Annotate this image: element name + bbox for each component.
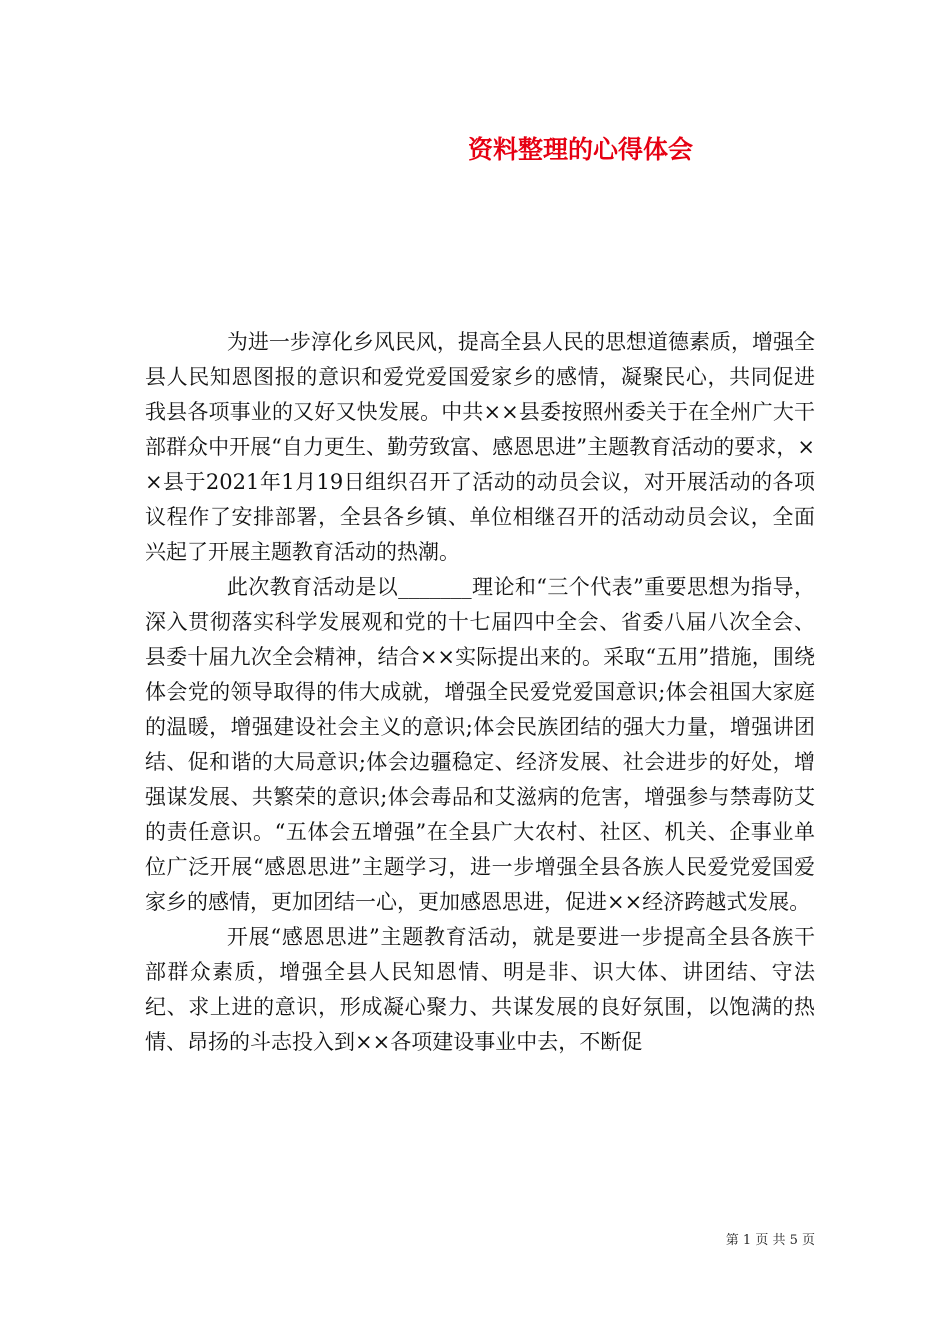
page-number-footer: 第 1 页 共 5 页: [725, 1233, 815, 1248]
paragraph-2: 此次教育活动是以_______理论和“三个代表”重要思想为指导，深入贯彻落实科学发展观和党的十七届四中全会、省委八届八次全会、县委十届九次全会精神，结合××实际提出来的。采取“五用”措施，围绕体会党的领导取得的伟大成就，增强全民爱党爱国意识;体会祖国大家庭的温暖，增强建设社会主义的意识;体会民族团结的强大力量，增强讲团结、促和谐的大局意识;体会边疆稳定、经济发展、社会进步的好处，增强谋发展、共繁荣的意识;体会毒品和艾滋病的危害，增强参与禁毒防艾的责任意识。“五体会五增强”在全县广大农村、社区、机关、企事业单位广泛开展“感恩思进”主题学习，进一步增强全县各族人民爱党爱国爱家乡的感情，更加团结一心，更加感恩思进，促进××经济跨越式发展。: [145, 575, 815, 914]
paragraph-1: 为进一步淳化乡风民风，提高全县人民的思想道德素质，增强全县人民知恩图报的意识和爱党爱国爱家乡的感情，凝聚民心，共同促进我县各项事业的又好又快发展。中共××县委按照州委关于在全州广大干部群众中开展“自力更生、勤劳致富、感恩思进”主题教育活动的要求，××县于2021年1月19日组织召开了活动的动员会议，对开展活动的各项议程作了安排部署，全县各乡镇、单位相继召开的活动动员会议，全面兴起了开展主题教育活动的热潮。: [145, 330, 815, 564]
document-title: 资料整理的心得体会: [468, 135, 694, 164]
document-body: [145, 325, 815, 1060]
paragraph-3: 开展“感恩思进”主题教育活动，就是要进一步提高全县各族干部群众素质，增强全县人民知恩情、明是非、识大体、讲团结、守法纪、求上进的意识，形成凝心聚力、共谋发展的良好氛围，以饱满的热情、昂扬的斗志投入到××各项建设事业中去，不断促: [145, 925, 815, 1054]
